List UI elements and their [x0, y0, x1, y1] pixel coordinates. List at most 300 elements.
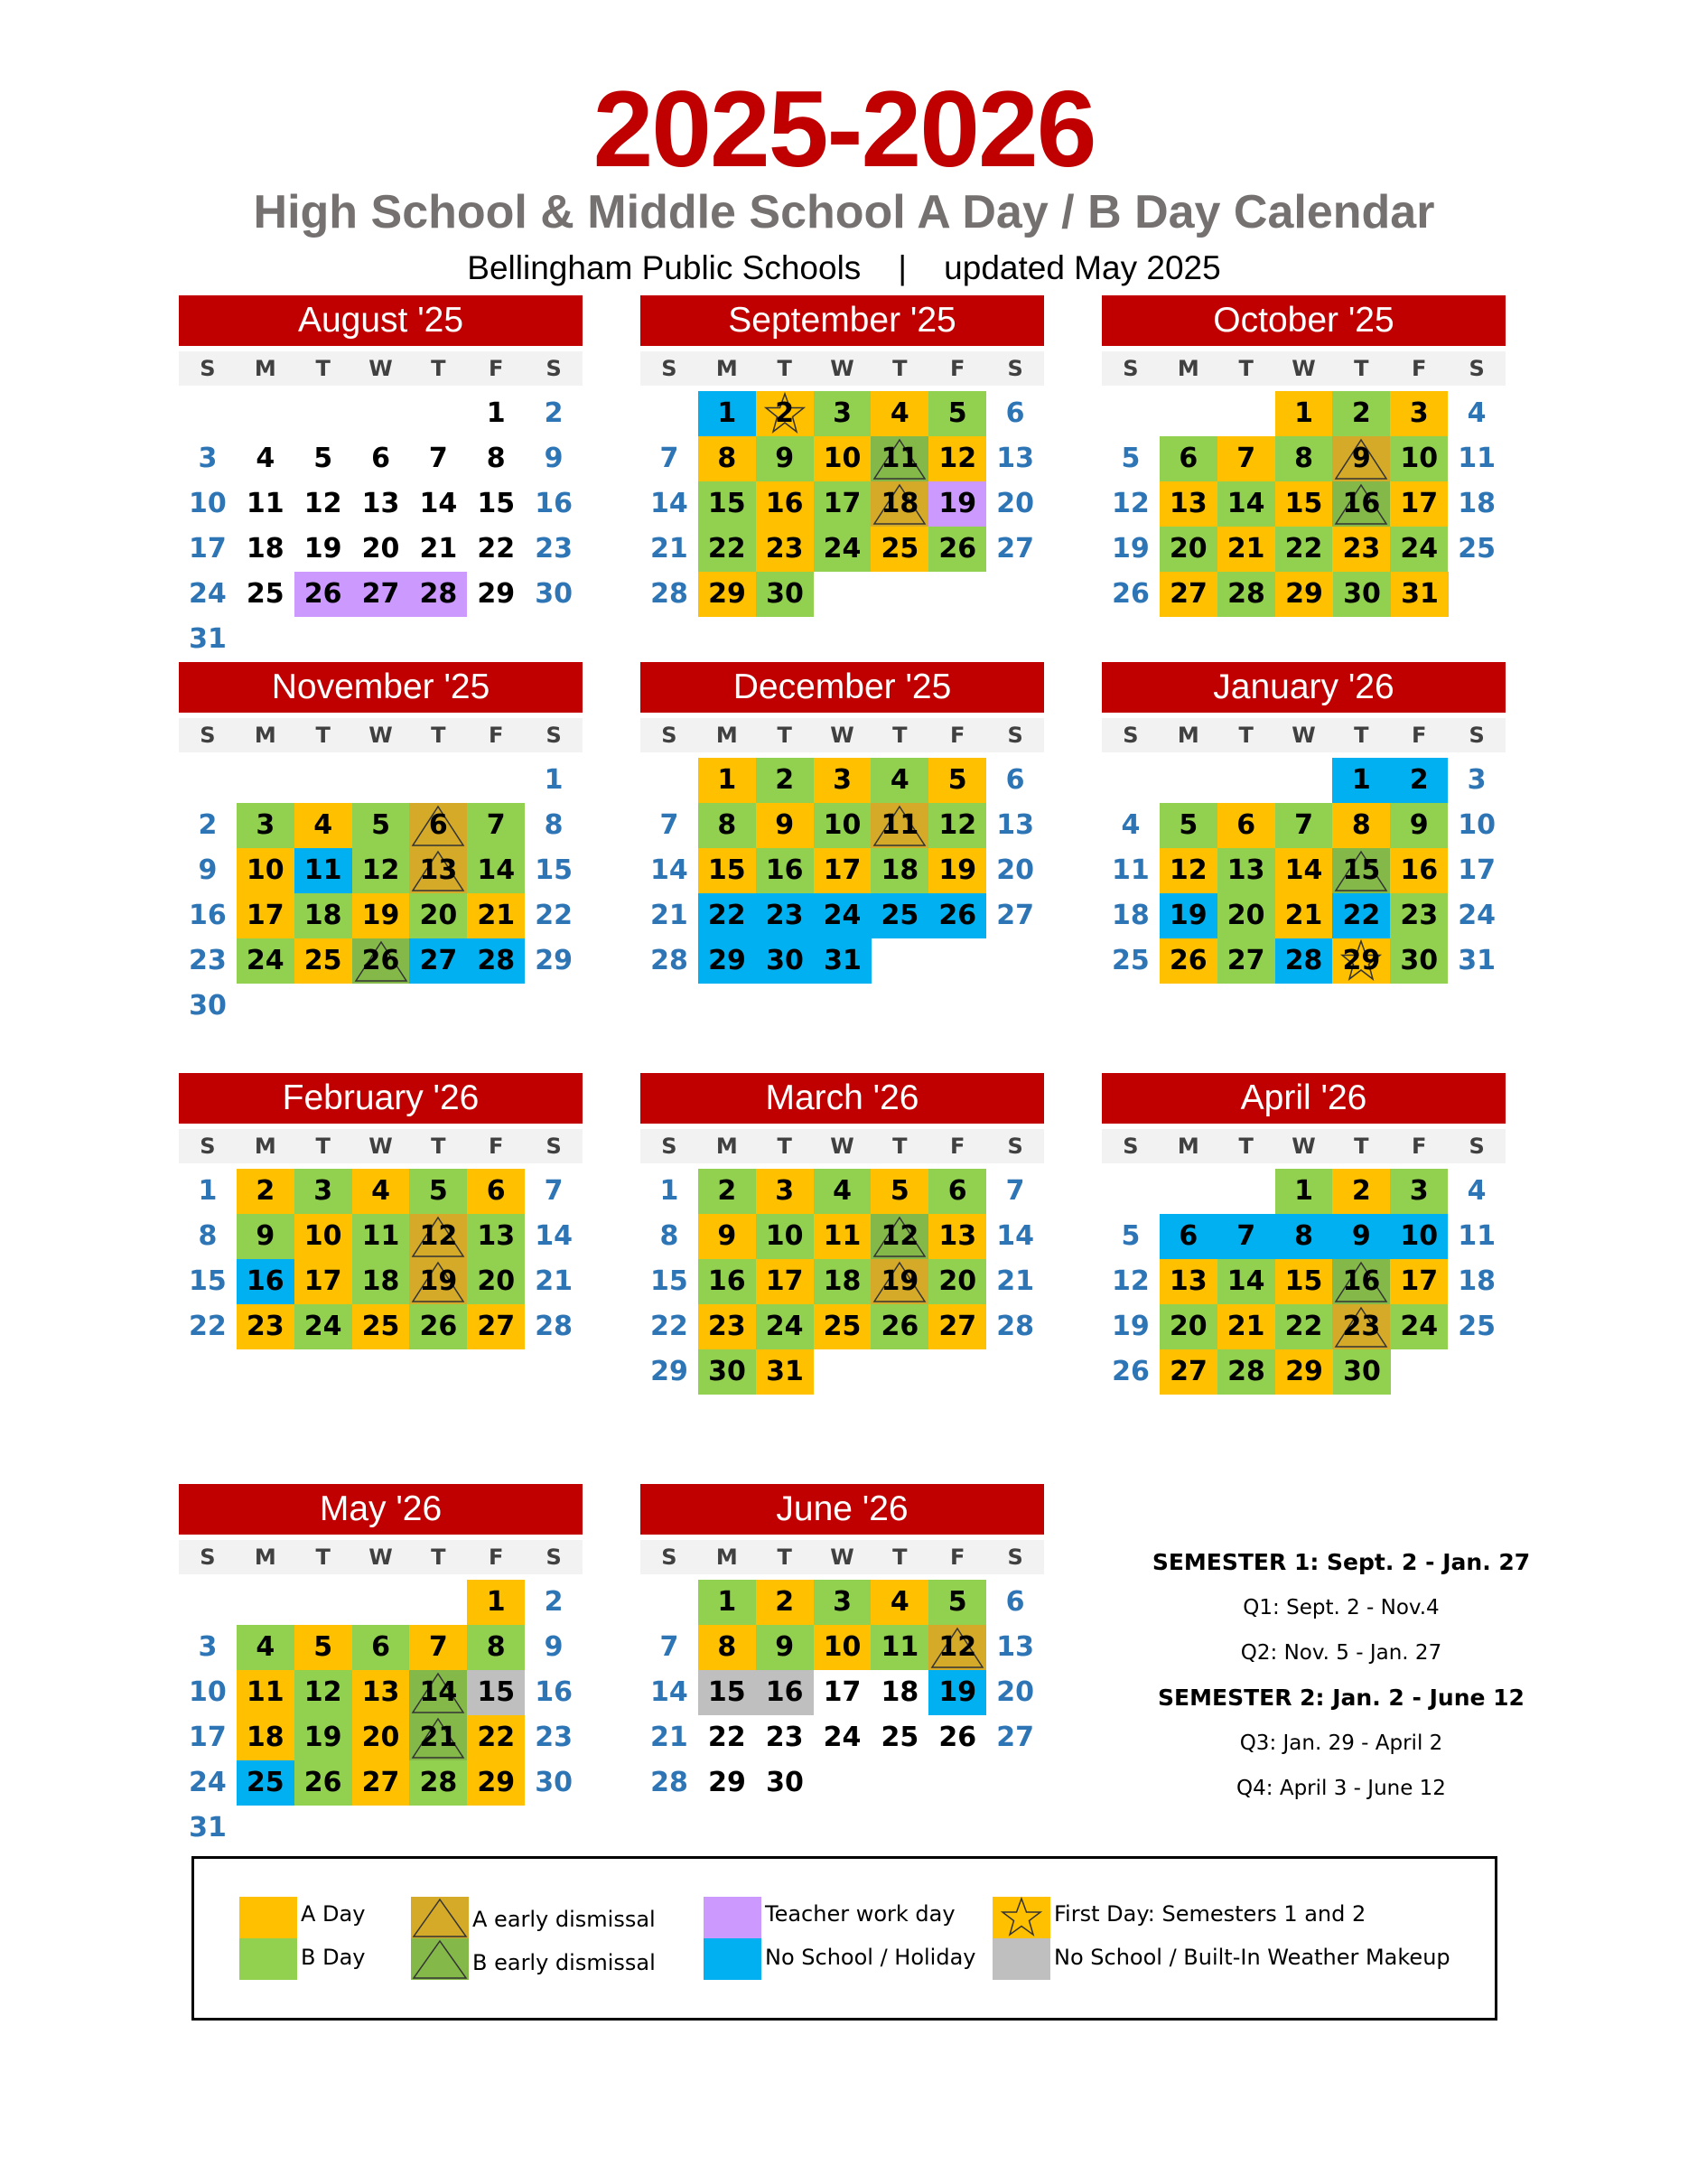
day-number: 24: [823, 533, 862, 565]
day-cell: [814, 1580, 872, 1625]
day-cell: [1448, 758, 1506, 803]
week-row: [179, 1304, 583, 1349]
day-number: 30: [1400, 945, 1439, 976]
day-cell: [352, 572, 410, 617]
day-cell: [467, 572, 525, 617]
day-number: 7: [1294, 809, 1313, 841]
day-number: 31: [824, 945, 862, 976]
day-number: 23: [246, 1311, 284, 1342]
month-calendar: [1102, 1073, 1506, 1395]
weekday-label: S: [200, 1545, 216, 1570]
weekday-label: T: [1238, 723, 1254, 748]
day-cell: [1160, 572, 1217, 617]
week-row: [179, 1169, 583, 1214]
day-number: 2: [1351, 397, 1371, 429]
empty-cell: [640, 1580, 698, 1625]
day-cell: [1102, 481, 1160, 527]
day-number: 18: [303, 900, 342, 931]
day-cell: [525, 758, 583, 803]
day-number: 21: [1226, 533, 1265, 565]
week-row: [179, 1259, 583, 1304]
day-cell: [928, 1670, 986, 1715]
day-number: 17: [823, 488, 862, 519]
month-calendar: [640, 1073, 1044, 1395]
day-cell: [525, 893, 583, 938]
day-number: 13: [938, 1220, 977, 1252]
day-number: 18: [1458, 1265, 1496, 1297]
week-row: [179, 391, 583, 436]
day-cell: [756, 1304, 814, 1349]
day-number: 18: [823, 1265, 862, 1297]
day-number: 2: [198, 809, 218, 841]
day-cell: [756, 436, 814, 481]
day-cell: [928, 481, 986, 527]
day-number: 16: [765, 488, 804, 519]
day-cell: [640, 1304, 698, 1349]
day-number: 11: [1112, 854, 1150, 886]
day-number: 24: [1458, 900, 1496, 931]
weekday-label: T: [892, 723, 908, 748]
day-number: 12: [303, 1676, 342, 1708]
day-cell: [986, 1625, 1044, 1670]
day-cell: [1390, 1304, 1448, 1349]
weekday-header: [1102, 351, 1506, 386]
week-row: [640, 1259, 1044, 1304]
day-number: 9: [775, 1631, 795, 1663]
weekday-label: T: [777, 723, 792, 748]
day-cell: [698, 1715, 756, 1760]
day-number: 12: [938, 443, 977, 474]
day-number: 20: [477, 1265, 516, 1297]
day-cell: [1448, 1304, 1506, 1349]
week-row: [1102, 572, 1506, 617]
day-number: 11: [881, 443, 919, 474]
empty-cell: [1102, 391, 1160, 436]
weekday-label: W: [368, 1545, 393, 1570]
month-title: May '26: [179, 1484, 583, 1535]
day-cell: [928, 893, 986, 938]
weekday-label: T: [431, 1134, 446, 1159]
week-row: [640, 1214, 1044, 1259]
day-cell: [1217, 572, 1275, 617]
day-cell: [1217, 481, 1275, 527]
day-cell: [352, 803, 410, 848]
weekday-label: T: [1354, 356, 1369, 381]
day-number: 6: [371, 443, 390, 474]
week-row: [640, 391, 1044, 436]
day-number: 27: [996, 533, 1034, 565]
day-number: 22: [1342, 900, 1381, 931]
day-number: 21: [1284, 900, 1323, 931]
day-cell: [986, 1580, 1044, 1625]
legend-teacher-day-label: Teacher work day: [765, 1901, 956, 1927]
day-cell: [640, 848, 698, 893]
day-cell: [640, 1259, 698, 1304]
day-number: 28: [1227, 1356, 1265, 1387]
month-calendar: [640, 662, 1044, 984]
day-cell: [1217, 527, 1275, 572]
empty-cell: [1275, 758, 1333, 803]
day-cell: [294, 893, 352, 938]
day-cell: [467, 1580, 525, 1625]
day-cell: [467, 527, 525, 572]
day-number: 3: [833, 764, 852, 796]
day-number: 29: [535, 945, 573, 976]
day-number: 25: [246, 1767, 284, 1798]
day-number: 9: [544, 443, 564, 474]
day-number: 9: [717, 1220, 737, 1252]
day-number: 12: [1169, 854, 1208, 886]
day-number: 30: [766, 945, 804, 976]
day-number: 26: [1112, 578, 1150, 610]
day-number: 24: [765, 1311, 804, 1342]
day-number: 17: [1400, 488, 1439, 519]
day-number: 15: [1284, 1265, 1323, 1297]
day-cell: [1448, 803, 1506, 848]
day-number: 28: [1284, 945, 1323, 976]
week-row: [179, 1625, 583, 1670]
day-cell: [756, 893, 814, 938]
day-number: 21: [650, 533, 688, 565]
day-number: 1: [659, 1175, 679, 1207]
weekday-label: S: [546, 1545, 562, 1570]
day-cell: [871, 1214, 928, 1259]
day-cell: [1390, 1214, 1448, 1259]
day-cell: [814, 1670, 872, 1715]
day-number: 19: [1112, 1311, 1150, 1342]
week-row: [179, 617, 583, 662]
day-cell: [928, 1169, 986, 1214]
day-number: 9: [544, 1631, 564, 1663]
week-row: [640, 1580, 1044, 1625]
day-number: 7: [486, 809, 506, 841]
empty-cell: [467, 758, 525, 803]
day-number: 24: [189, 578, 227, 610]
day-number: 14: [996, 1220, 1034, 1252]
day-number: 28: [477, 945, 516, 976]
day-cell: [1448, 893, 1506, 938]
day-cell: [525, 436, 583, 481]
day-cell: [179, 984, 237, 1029]
day-number: 24: [823, 900, 862, 931]
day-cell: [409, 938, 467, 984]
day-number: 4: [256, 1631, 275, 1663]
week-row: [179, 848, 583, 893]
day-cell: [409, 436, 467, 481]
day-cell: [525, 1670, 583, 1715]
day-number: 18: [1112, 900, 1150, 931]
day-cell: [756, 572, 814, 617]
day-cell: [1390, 938, 1448, 984]
weekday-label: F: [1412, 1134, 1427, 1159]
day-cell: [986, 848, 1044, 893]
day-number: 7: [428, 443, 448, 474]
day-number: 10: [1458, 809, 1496, 841]
day-number: 27: [1170, 1356, 1208, 1387]
day-cell: [179, 1625, 237, 1670]
day-number: 17: [189, 1722, 227, 1753]
day-cell: [986, 1304, 1044, 1349]
day-number: 22: [650, 1311, 688, 1342]
day-number: 1: [544, 764, 564, 796]
day-number: 10: [189, 488, 227, 519]
triangle-icon: [411, 1938, 469, 1980]
day-number: 20: [419, 900, 458, 931]
day-number: 17: [1400, 1265, 1439, 1297]
day-cell: [928, 391, 986, 436]
day-cell: [756, 1169, 814, 1214]
day-cell: [640, 893, 698, 938]
day-cell: [237, 848, 294, 893]
weekday-label: F: [1412, 723, 1427, 748]
day-cell: [237, 893, 294, 938]
weekday-label: T: [315, 723, 331, 748]
day-number: 3: [1409, 1175, 1429, 1207]
day-number: 16: [1342, 488, 1381, 519]
day-cell: [179, 617, 237, 662]
day-cell: [237, 938, 294, 984]
day-cell: [871, 1580, 928, 1625]
day-cell: [525, 848, 583, 893]
weekday-label: M: [715, 356, 738, 381]
empty-cell: [294, 758, 352, 803]
legend-a-day-swatch: [239, 1897, 297, 1938]
day-cell: [237, 436, 294, 481]
day-number: 27: [938, 1311, 977, 1342]
day-number: 13: [996, 443, 1034, 474]
day-cell: [294, 848, 352, 893]
day-cell: [1275, 1304, 1333, 1349]
day-number: 17: [823, 854, 862, 886]
day-number: 12: [419, 1220, 458, 1252]
day-number: 26: [938, 900, 977, 931]
weekday-label: W: [830, 723, 854, 748]
day-cell: [467, 481, 525, 527]
weekday-label: S: [1123, 356, 1139, 381]
weekday-label: F: [950, 1134, 965, 1159]
day-number: 2: [544, 397, 564, 429]
day-cell: [698, 803, 756, 848]
day-number: 7: [659, 443, 679, 474]
day-cell: [871, 1715, 928, 1760]
day-number: 1: [1294, 1175, 1313, 1207]
day-number: 15: [707, 1676, 746, 1708]
empty-cell: [294, 391, 352, 436]
day-cell: [814, 938, 872, 984]
day-cell: [756, 938, 814, 984]
month-title: October '25: [1102, 295, 1506, 346]
day-cell: [1217, 1214, 1275, 1259]
day-cell: [467, 803, 525, 848]
weekday-label: M: [1177, 1134, 1199, 1159]
day-number: 24: [823, 1722, 862, 1753]
day-cell: [1390, 1169, 1448, 1214]
day-cell: [1275, 436, 1333, 481]
weekday-label: T: [892, 1545, 908, 1570]
day-number: 4: [1467, 1175, 1487, 1207]
week-row: [179, 1670, 583, 1715]
day-cell: [237, 1304, 294, 1349]
day-number: 25: [881, 1722, 919, 1753]
day-cell: [467, 1715, 525, 1760]
day-number: 11: [881, 809, 919, 841]
day-cell: [756, 1259, 814, 1304]
day-number: 27: [996, 1722, 1034, 1753]
day-cell: [409, 1625, 467, 1670]
day-cell: [1160, 803, 1217, 848]
day-cell: [1332, 481, 1390, 527]
weekday-label: M: [1177, 723, 1199, 748]
day-number: 31: [1401, 578, 1439, 610]
weekday-label: M: [254, 356, 276, 381]
day-number: 23: [535, 1722, 573, 1753]
day-number: 27: [1226, 945, 1265, 976]
day-cell: [986, 758, 1044, 803]
day-number: 7: [1236, 1220, 1256, 1252]
month-calendar: [179, 1073, 583, 1349]
weekday-label: F: [489, 1134, 504, 1159]
day-cell: [986, 893, 1044, 938]
weekday-label: S: [661, 723, 677, 748]
day-cell: [698, 1349, 756, 1395]
day-number: 19: [938, 854, 977, 886]
day-number: 15: [1342, 854, 1381, 886]
day-cell: [467, 1670, 525, 1715]
day-number: 4: [313, 809, 333, 841]
day-cell: [352, 1169, 410, 1214]
day-number: 14: [650, 1676, 688, 1708]
day-cell: [525, 1259, 583, 1304]
day-cell: [640, 938, 698, 984]
day-cell: [814, 1169, 872, 1214]
weekday-label: W: [368, 1134, 393, 1159]
month-calendar: [640, 295, 1044, 617]
day-cell: [179, 1806, 237, 1851]
weekday-label: T: [892, 1134, 908, 1159]
week-row: [640, 1715, 1044, 1760]
day-cell: [179, 803, 237, 848]
week-row: [179, 938, 583, 984]
day-number: 30: [708, 1356, 746, 1387]
day-cell: [1332, 1259, 1390, 1304]
day-cell: [928, 758, 986, 803]
day-cell: [467, 1304, 525, 1349]
day-cell: [525, 391, 583, 436]
legend-first-day-label: First Day: Semesters 1 and 2: [1054, 1901, 1366, 1927]
week-row: [1102, 527, 1506, 572]
weekday-label: S: [1469, 1134, 1485, 1159]
day-number: 8: [486, 1631, 506, 1663]
day-cell: [1102, 938, 1160, 984]
day-cell: [237, 1169, 294, 1214]
weekday-label: S: [1007, 723, 1023, 748]
day-cell: [756, 758, 814, 803]
day-number: 10: [1400, 1220, 1439, 1252]
day-cell: [1332, 1214, 1390, 1259]
day-number: 16: [765, 1676, 804, 1708]
weekday-label: S: [200, 356, 216, 381]
day-number: 14: [1226, 1265, 1265, 1297]
day-number: 7: [1236, 443, 1256, 474]
day-number: 26: [938, 1722, 977, 1753]
day-cell: [1275, 481, 1333, 527]
week-row: [1102, 1349, 1506, 1395]
day-cell: [928, 1214, 986, 1259]
day-number: 14: [1226, 488, 1265, 519]
day-number: 16: [246, 1265, 284, 1297]
empty-cell: [179, 391, 237, 436]
day-cell: [1448, 1214, 1506, 1259]
empty-cell: [352, 758, 410, 803]
day-number: 25: [1112, 945, 1150, 976]
day-cell: [237, 481, 294, 527]
empty-cell: [640, 758, 698, 803]
week-row: [1102, 1304, 1506, 1349]
week-row: [1102, 938, 1506, 984]
day-number: 21: [1226, 1311, 1265, 1342]
day-number: 25: [881, 533, 919, 565]
day-number: 21: [650, 900, 688, 931]
empty-cell: [1160, 758, 1217, 803]
weekday-label: W: [1292, 356, 1316, 381]
day-cell: [640, 1349, 698, 1395]
day-number: 21: [419, 1722, 458, 1753]
day-number: 1: [1351, 764, 1371, 796]
day-number: 3: [775, 1175, 795, 1207]
day-cell: [640, 1625, 698, 1670]
day-cell: [986, 803, 1044, 848]
empty-cell: [1217, 391, 1275, 436]
week-row: [179, 1715, 583, 1760]
weekday-label: T: [777, 1545, 792, 1570]
day-number: 4: [833, 1175, 852, 1207]
weekday-header: [179, 718, 583, 752]
day-number: 21: [535, 1265, 573, 1297]
day-cell: [1160, 436, 1217, 481]
week-row: [179, 572, 583, 617]
day-number: 28: [419, 1767, 458, 1798]
day-number: 5: [947, 1586, 967, 1618]
day-number: 23: [1342, 1311, 1381, 1342]
day-cell: [986, 436, 1044, 481]
day-number: 25: [1458, 533, 1496, 565]
day-number: 22: [189, 1311, 227, 1342]
day-cell: [1332, 436, 1390, 481]
weekday-header: [179, 1129, 583, 1163]
day-cell: [352, 1670, 410, 1715]
day-number: 3: [1467, 764, 1487, 796]
day-cell: [525, 938, 583, 984]
day-cell: [352, 893, 410, 938]
weekday-label: W: [830, 1134, 854, 1159]
day-number: 25: [303, 945, 342, 976]
day-number: 20: [1169, 1311, 1208, 1342]
day-cell: [814, 481, 872, 527]
weekday-label: T: [315, 1134, 331, 1159]
month-title: March '26: [640, 1073, 1044, 1124]
legend-a-early-label: A early dismissal: [472, 1907, 656, 1932]
day-cell: [1332, 848, 1390, 893]
day-number: 24: [1400, 1311, 1439, 1342]
day-number: 18: [881, 488, 919, 519]
day-cell: [640, 527, 698, 572]
day-number: 15: [1284, 488, 1323, 519]
weekday-label: S: [1123, 1134, 1139, 1159]
day-cell: [698, 1670, 756, 1715]
day-number: 3: [198, 1631, 218, 1663]
day-number: 11: [881, 1631, 919, 1663]
day-cell: [698, 1169, 756, 1214]
